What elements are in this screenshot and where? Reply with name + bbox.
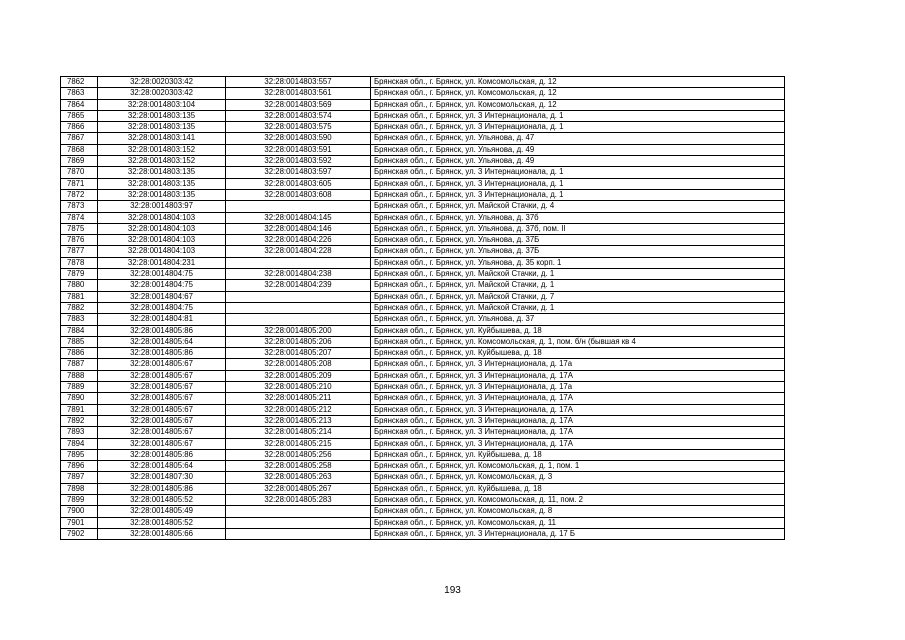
- cadastral-number-cell: 32:28:0014805:67: [98, 438, 226, 449]
- address-cell: Брянская обл., г. Брянск, ул. Куйбышева, д. 18: [371, 483, 785, 494]
- table-row: [61, 156, 785, 167]
- table-row: [61, 99, 785, 110]
- cadastral-number-cell: 32:28:0014805:67: [98, 359, 226, 370]
- address-cell: Брянская обл., г. Брянск, ул. Ульянова, д. 49: [371, 144, 785, 155]
- row-number-cell: 7863: [61, 88, 98, 99]
- row-number-cell: 7901: [61, 517, 98, 528]
- cadastral-number-cell: 32:28:0020303:42: [98, 88, 226, 99]
- table-row: [61, 359, 785, 370]
- row-number-cell: 7875: [61, 223, 98, 234]
- table-row: [61, 235, 785, 246]
- row-number-cell: 7887: [61, 359, 98, 370]
- table-row: [61, 223, 785, 234]
- table-body: [61, 77, 785, 540]
- address-cell: Брянская обл., г. Брянск, ул. 3 Интернационала, д. 1: [371, 110, 785, 121]
- page-number: 193: [444, 585, 461, 596]
- object-cadastral-number-cell: 32:28:0014805:207: [226, 348, 371, 359]
- address-cell: Брянская обл., г. Брянск, ул. Комсомольская, д. 11: [371, 517, 785, 528]
- object-cadastral-number-cell: 32:28:0014805:214: [226, 427, 371, 438]
- cadastral-number-cell: 32:28:0014804:81: [98, 314, 226, 325]
- row-number-cell: 7885: [61, 336, 98, 347]
- cadastral-number-cell: 32:28:0014805:86: [98, 449, 226, 460]
- address-cell: Брянская обл., г. Брянск, ул. Майской Стачки, д. 1: [371, 302, 785, 313]
- address-cell: Брянская обл., г. Брянск, ул. Комсомольская, д. 1, пом. б/н (бывшая кв 4: [371, 336, 785, 347]
- address-cell: Брянская обл., г. Брянск, ул. 3 Интернационала, д. 1: [371, 189, 785, 200]
- address-cell: Брянская обл., г. Брянск, ул. 3 Интернационала, д. 1: [371, 122, 785, 133]
- cadastral-number-cell: 32:28:0014804:103: [98, 246, 226, 257]
- object-cadastral-number-cell: 32:28:0014804:146: [226, 223, 371, 234]
- row-number-cell: 7866: [61, 122, 98, 133]
- address-cell: Брянская обл., г. Брянск, ул. 3 Интернационала, д. 17А: [371, 404, 785, 415]
- cadastral-number-cell: 32:28:0014805:67: [98, 415, 226, 426]
- table-row: [61, 382, 785, 393]
- row-number-cell: 7882: [61, 302, 98, 313]
- table-row: [61, 506, 785, 517]
- address-cell: Брянская обл., г. Брянск, ул. Комсомольская, д. 1, пом. 1: [371, 461, 785, 472]
- row-number-cell: 7872: [61, 189, 98, 200]
- cadastral-number-cell: 32:28:0014805:86: [98, 483, 226, 494]
- address-cell: Брянская обл., г. Брянск, ул. Ульянова, д. 37б: [371, 212, 785, 223]
- row-number-cell: 7864: [61, 99, 98, 110]
- address-cell: Брянская обл., г. Брянск, ул. Майской Стачки, д. 7: [371, 291, 785, 302]
- object-cadastral-number-cell: 32:28:0014803:575: [226, 122, 371, 133]
- row-number-cell: 7900: [61, 506, 98, 517]
- address-cell: Брянская обл., г. Брянск, ул. Майской Стачки, д. 4: [371, 201, 785, 212]
- cadastral-number-cell: 32:28:0014805:64: [98, 336, 226, 347]
- object-cadastral-number-cell: 32:28:0014803:608: [226, 189, 371, 200]
- object-cadastral-number-cell: 32:28:0014805:256: [226, 449, 371, 460]
- cadastral-number-cell: 32:28:0014803:135: [98, 122, 226, 133]
- address-cell: Брянская обл., г. Брянск, ул. Комсомольская, д. 12: [371, 77, 785, 88]
- object-cadastral-number-cell: 32:28:0014805:215: [226, 438, 371, 449]
- object-cadastral-number-cell: 32:28:0014803:590: [226, 133, 371, 144]
- table-row: [61, 302, 785, 313]
- cadastral-number-cell: 32:28:0014805:66: [98, 528, 226, 539]
- table-row: [61, 393, 785, 404]
- table-row: [61, 257, 785, 268]
- address-cell: Брянская обл., г. Брянск, ул. 3 Интернационала, д. 17 Б: [371, 528, 785, 539]
- address-cell: Брянская обл., г. Брянск, ул. Ульянова, д. 35 корп. 1: [371, 257, 785, 268]
- object-cadastral-number-cell: 32:28:0014803:592: [226, 156, 371, 167]
- cadastral-number-cell: 32:28:0014803:104: [98, 99, 226, 110]
- object-cadastral-number-cell: 32:28:0014803:574: [226, 110, 371, 121]
- object-cadastral-number-cell: 32:28:0014803:561: [226, 88, 371, 99]
- address-cell: Брянская обл., г. Брянск, ул. Куйбышева, д. 18: [371, 449, 785, 460]
- table-row: [61, 280, 785, 291]
- object-cadastral-number-cell: 32:28:0014805:209: [226, 370, 371, 381]
- table-row: [61, 246, 785, 257]
- table-row: [61, 77, 785, 88]
- object-cadastral-number-cell: [226, 201, 371, 212]
- address-cell: Брянская обл., г. Брянск, ул. 3 Интернационала, д. 17А: [371, 393, 785, 404]
- object-cadastral-number-cell: [226, 291, 371, 302]
- row-number-cell: 7865: [61, 110, 98, 121]
- table-row: [61, 517, 785, 528]
- row-number-cell: 7891: [61, 404, 98, 415]
- address-cell: Брянская обл., г. Брянск, ул. Ульянова, д. 37б, пом. II: [371, 223, 785, 234]
- row-number-cell: 7870: [61, 167, 98, 178]
- object-cadastral-number-cell: 32:28:0014805:208: [226, 359, 371, 370]
- row-number-cell: 7883: [61, 314, 98, 325]
- object-cadastral-number-cell: [226, 257, 371, 268]
- row-number-cell: 7890: [61, 393, 98, 404]
- cadastral-number-cell: 32:28:0014805:67: [98, 382, 226, 393]
- cadastral-number-cell: 32:28:0014807:30: [98, 472, 226, 483]
- table-row: [61, 427, 785, 438]
- address-cell: Брянская обл., г. Брянск, ул. 3 Интернационала, д. 17а: [371, 359, 785, 370]
- row-number-cell: 7869: [61, 156, 98, 167]
- address-cell: Брянская обл., г. Брянск, ул. Ульянова, д. 37Б: [371, 235, 785, 246]
- table-row: [61, 167, 785, 178]
- address-cell: Брянская обл., г. Брянск, ул. Комсомольская, д. 3: [371, 472, 785, 483]
- object-cadastral-number-cell: [226, 506, 371, 517]
- address-cell: Брянская обл., г. Брянск, ул. 3 Интернационала, д. 17А: [371, 415, 785, 426]
- row-number-cell: 7902: [61, 528, 98, 539]
- table-row: [61, 122, 785, 133]
- row-number-cell: 7889: [61, 382, 98, 393]
- object-cadastral-number-cell: 32:28:0014805:211: [226, 393, 371, 404]
- row-number-cell: 7888: [61, 370, 98, 381]
- cadastral-number-cell: 32:28:0014804:75: [98, 269, 226, 280]
- cadastral-number-cell: 32:28:0014805:86: [98, 348, 226, 359]
- cadastral-number-cell: 32:28:0014804:75: [98, 280, 226, 291]
- object-cadastral-number-cell: 32:28:0014804:238: [226, 269, 371, 280]
- address-cell: Брянская обл., г. Брянск, ул. Комсомольская, д. 8: [371, 506, 785, 517]
- row-number-cell: 7896: [61, 461, 98, 472]
- cadastral-number-cell: 32:28:0014803:135: [98, 110, 226, 121]
- cadastral-table: [60, 76, 785, 540]
- cadastral-number-cell: 32:28:0014805:64: [98, 461, 226, 472]
- cadastral-number-cell: 32:28:0014804:75: [98, 302, 226, 313]
- object-cadastral-number-cell: 32:28:0014804:226: [226, 235, 371, 246]
- cadastral-number-cell: 32:28:0014803:141: [98, 133, 226, 144]
- table-row: [61, 336, 785, 347]
- table-row: [61, 461, 785, 472]
- row-number-cell: 7897: [61, 472, 98, 483]
- row-number-cell: 7892: [61, 415, 98, 426]
- row-number-cell: 7862: [61, 77, 98, 88]
- address-cell: Брянская обл., г. Брянск, ул. Куйбышева, д. 18: [371, 348, 785, 359]
- row-number-cell: 7879: [61, 269, 98, 280]
- cadastral-number-cell: 32:28:0014805:52: [98, 517, 226, 528]
- table-row: [61, 212, 785, 223]
- address-cell: Брянская обл., г. Брянск, ул. Комсомольская, д. 12: [371, 99, 785, 110]
- cadastral-number-cell: 32:28:0014804:67: [98, 291, 226, 302]
- cadastral-number-cell: 32:28:0014804:231: [98, 257, 226, 268]
- row-number-cell: 7878: [61, 257, 98, 268]
- row-number-cell: 7899: [61, 494, 98, 505]
- cadastral-number-cell: 32:28:0014805:67: [98, 393, 226, 404]
- row-number-cell: 7893: [61, 427, 98, 438]
- row-number-cell: 7880: [61, 280, 98, 291]
- object-cadastral-number-cell: 32:28:0014803:605: [226, 178, 371, 189]
- object-cadastral-number-cell: 32:28:0014805:212: [226, 404, 371, 415]
- address-cell: Брянская обл., г. Брянск, ул. Майской Стачки, д. 1: [371, 280, 785, 291]
- row-number-cell: 7867: [61, 133, 98, 144]
- table-row: [61, 370, 785, 381]
- object-cadastral-number-cell: 32:28:0014805:283: [226, 494, 371, 505]
- row-number-cell: 7874: [61, 212, 98, 223]
- table-row: [61, 314, 785, 325]
- row-number-cell: 7895: [61, 449, 98, 460]
- row-number-cell: 7877: [61, 246, 98, 257]
- cadastral-number-cell: 32:28:0014805:67: [98, 404, 226, 415]
- table-row: [61, 189, 785, 200]
- address-cell: Брянская обл., г. Брянск, ул. 3 Интернационала, д. 17А: [371, 370, 785, 381]
- cadastral-number-cell: 32:28:0014805:49: [98, 506, 226, 517]
- address-cell: Брянская обл., г. Брянск, ул. 3 Интернационала, д. 1: [371, 178, 785, 189]
- row-number-cell: 7881: [61, 291, 98, 302]
- address-cell: Брянская обл., г. Брянск, ул. 3 Интернационала, д. 17а: [371, 382, 785, 393]
- table-row: [61, 144, 785, 155]
- address-cell: Брянская обл., г. Брянск, ул. Майской Стачки, д. 1: [371, 269, 785, 280]
- object-cadastral-number-cell: 32:28:0014805:267: [226, 483, 371, 494]
- table-row: [61, 88, 785, 99]
- object-cadastral-number-cell: 32:28:0014804:145: [226, 212, 371, 223]
- address-cell: Брянская обл., г. Брянск, ул. Куйбышева, д. 18: [371, 325, 785, 336]
- cadastral-number-cell: 32:28:0014804:103: [98, 235, 226, 246]
- cadastral-number-cell: 32:28:0014805:67: [98, 370, 226, 381]
- table-row: [61, 472, 785, 483]
- object-cadastral-number-cell: [226, 302, 371, 313]
- table-row: [61, 325, 785, 336]
- object-cadastral-number-cell: 32:28:0014804:239: [226, 280, 371, 291]
- row-number-cell: 7873: [61, 201, 98, 212]
- object-cadastral-number-cell: [226, 528, 371, 539]
- address-cell: Брянская обл., г. Брянск, ул. 3 Интернационала, д. 1: [371, 167, 785, 178]
- table-row: [61, 449, 785, 460]
- address-cell: Брянская обл., г. Брянск, ул. 3 Интернационала, д. 17А: [371, 438, 785, 449]
- cadastral-number-cell: 32:28:0014805:86: [98, 325, 226, 336]
- cadastral-number-cell: 32:28:0014803:152: [98, 144, 226, 155]
- object-cadastral-number-cell: 32:28:0014803:569: [226, 99, 371, 110]
- table-row: [61, 528, 785, 539]
- row-number-cell: 7884: [61, 325, 98, 336]
- cadastral-number-cell: 32:28:0014803:135: [98, 189, 226, 200]
- object-cadastral-number-cell: 32:28:0014803:591: [226, 144, 371, 155]
- object-cadastral-number-cell: 32:28:0014803:557: [226, 77, 371, 88]
- address-cell: Брянская обл., г. Брянск, ул. Ульянова, д. 49: [371, 156, 785, 167]
- address-cell: Брянская обл., г. Брянск, ул. Комсомольская, д. 11, пом. 2: [371, 494, 785, 505]
- table-row: [61, 269, 785, 280]
- object-cadastral-number-cell: 32:28:0014803:597: [226, 167, 371, 178]
- object-cadastral-number-cell: 32:28:0014805:206: [226, 336, 371, 347]
- table-row: [61, 348, 785, 359]
- table-row: [61, 110, 785, 121]
- object-cadastral-number-cell: [226, 517, 371, 528]
- cadastral-number-cell: 32:28:0014803:135: [98, 167, 226, 178]
- table-row: [61, 404, 785, 415]
- cadastral-number-cell: 32:28:0014804:103: [98, 223, 226, 234]
- row-number-cell: 7898: [61, 483, 98, 494]
- table-row: [61, 291, 785, 302]
- object-cadastral-number-cell: 32:28:0014805:210: [226, 382, 371, 393]
- address-cell: Брянская обл., г. Брянск, ул. Ульянова, д. 47: [371, 133, 785, 144]
- address-cell: Брянская обл., г. Брянск, ул. Ульянова, д. 37: [371, 314, 785, 325]
- table-row: [61, 201, 785, 212]
- object-cadastral-number-cell: [226, 314, 371, 325]
- row-number-cell: 7871: [61, 178, 98, 189]
- address-cell: Брянская обл., г. Брянск, ул. Ульянова, д. 37Б: [371, 246, 785, 257]
- cadastral-number-cell: 32:28:0014805:67: [98, 427, 226, 438]
- address-cell: Брянская обл., г. Брянск, ул. Комсомольская, д. 12: [371, 88, 785, 99]
- table-row: [61, 494, 785, 505]
- cadastral-number-cell: 32:28:0014804:103: [98, 212, 226, 223]
- row-number-cell: 7868: [61, 144, 98, 155]
- cadastral-number-cell: 32:28:0020303:42: [98, 77, 226, 88]
- cadastral-number-cell: 32:28:0014805:52: [98, 494, 226, 505]
- table-row: [61, 438, 785, 449]
- table-row: [61, 178, 785, 189]
- row-number-cell: 7876: [61, 235, 98, 246]
- object-cadastral-number-cell: 32:28:0014805:213: [226, 415, 371, 426]
- table-row: [61, 483, 785, 494]
- object-cadastral-number-cell: 32:28:0014804:228: [226, 246, 371, 257]
- table-row: [61, 415, 785, 426]
- cadastral-number-cell: 32:28:0014803:97: [98, 201, 226, 212]
- row-number-cell: 7894: [61, 438, 98, 449]
- object-cadastral-number-cell: 32:28:0014805:263: [226, 472, 371, 483]
- address-cell: Брянская обл., г. Брянск, ул. 3 Интернационала, д. 17А: [371, 427, 785, 438]
- cadastral-number-cell: 32:28:0014803:152: [98, 156, 226, 167]
- object-cadastral-number-cell: 32:28:0014805:200: [226, 325, 371, 336]
- object-cadastral-number-cell: 32:28:0014805:258: [226, 461, 371, 472]
- table-row: [61, 133, 785, 144]
- row-number-cell: 7886: [61, 348, 98, 359]
- cadastral-number-cell: 32:28:0014803:135: [98, 178, 226, 189]
